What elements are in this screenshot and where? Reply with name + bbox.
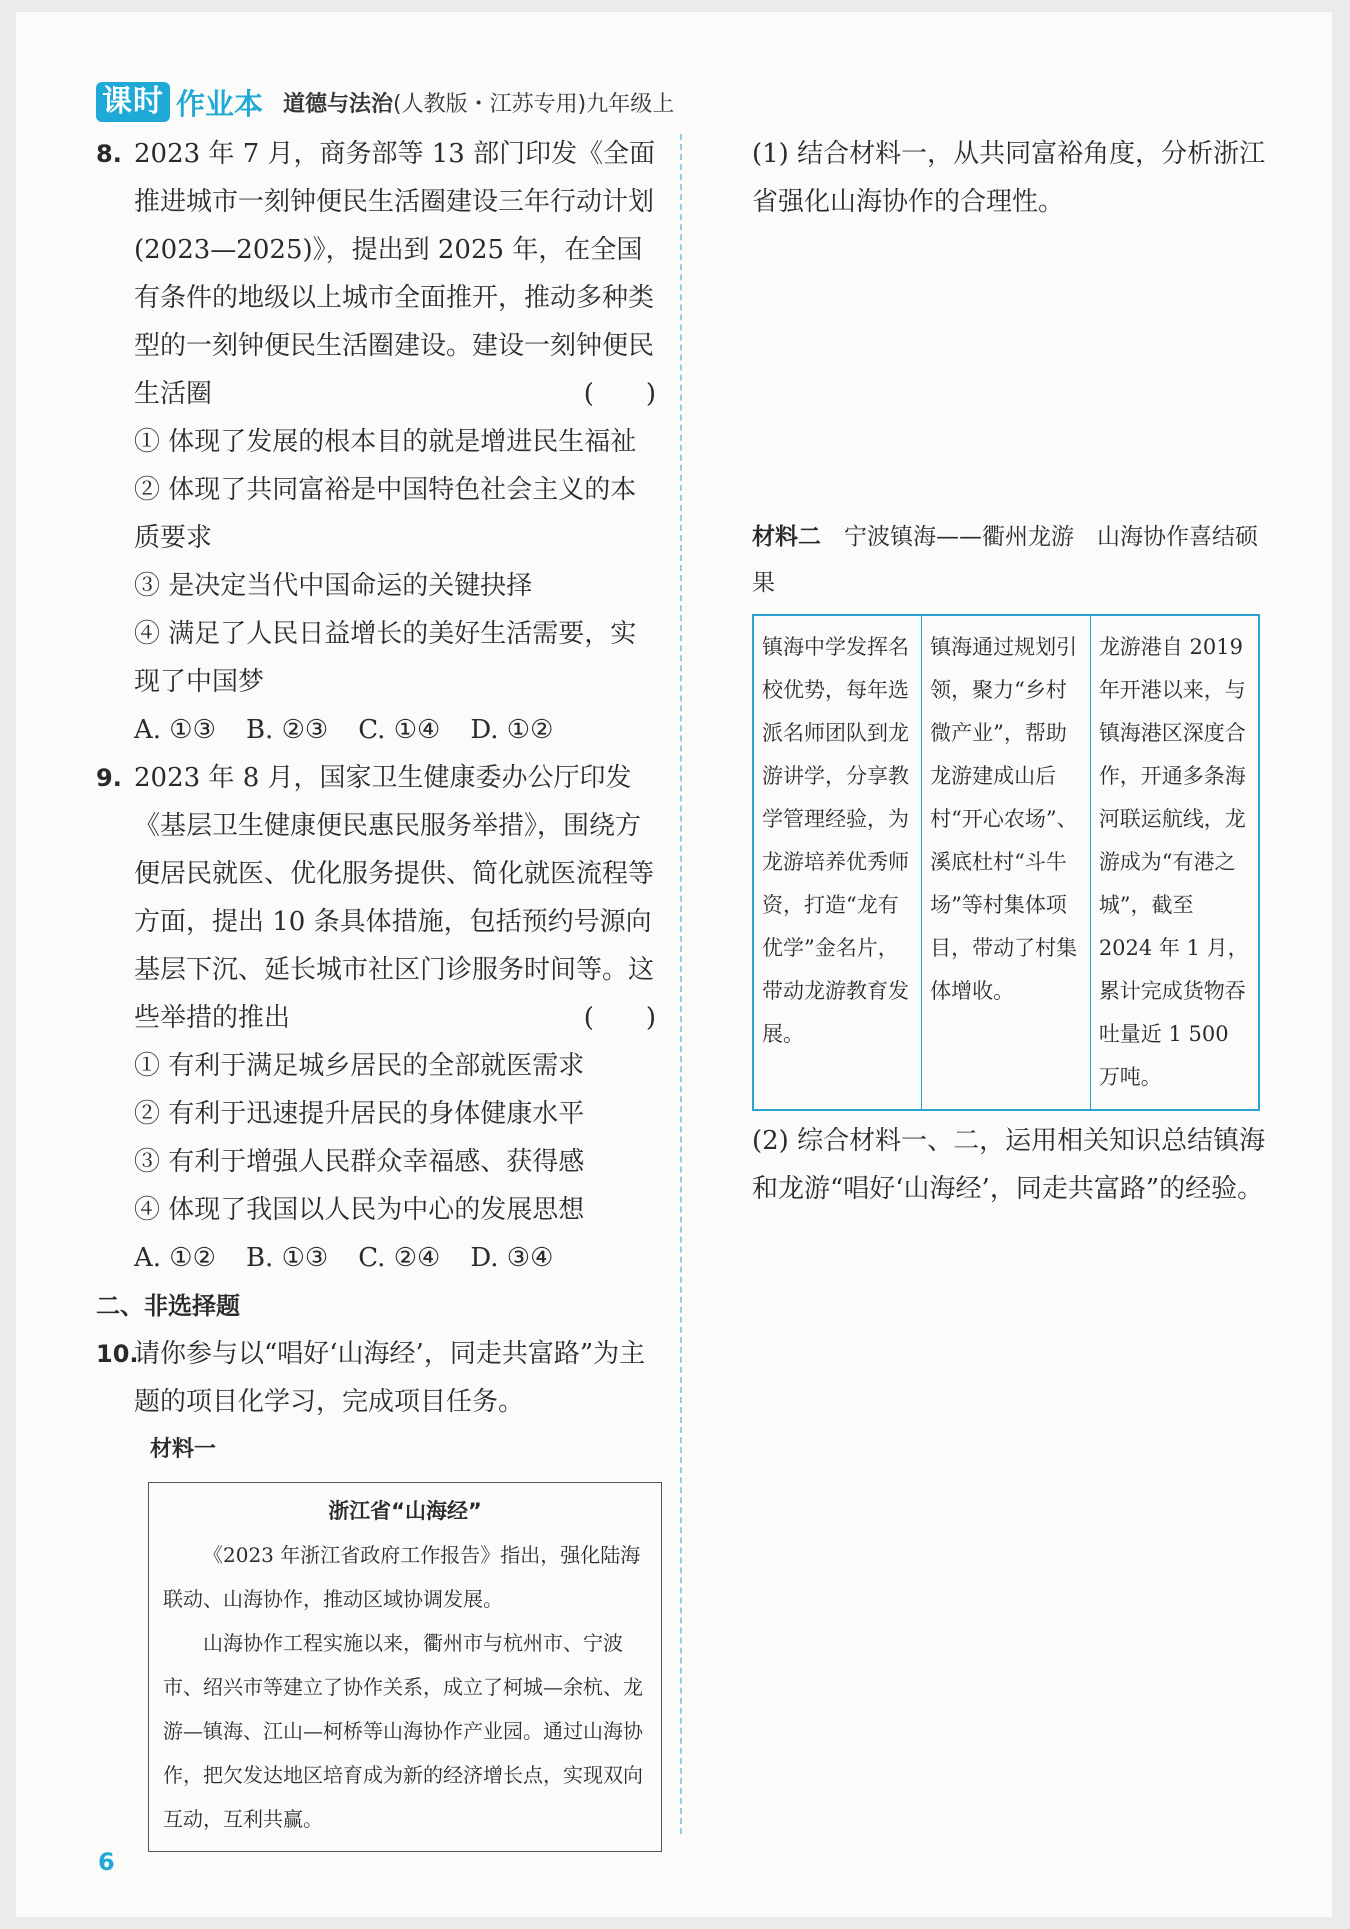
section-heading: 二、非选择题 [96,1292,240,1320]
workbook-page [16,12,1332,1917]
choice-b[interactable]: B. ②③ [245,715,329,745]
choice-d[interactable]: D. ③④ [470,1243,554,1273]
page-header [96,80,674,124]
question-stem: 2023 年 8 月，国家卫生健康委办公厅印发《基层卫生健康便民惠民服务举措》，围绕方便居民就医、优化服务提供、简化就医流程等方面，提出 10 条具体措施，包括预约号源向基层下沉、延长城市社区门诊服务时间等。这些举措的推出 [134,763,655,1033]
choice-a[interactable]: A. ①② [134,1243,216,1273]
material-2-heading [752,514,1272,606]
series-logo [96,82,263,123]
choice-c[interactable]: C. ①④ [358,715,441,745]
option: ④ 满足了人民日益增长的美好生活需要，实现了中国梦 [134,619,637,697]
question-number: 9. [96,764,122,792]
option: ① 体现了发展的根本目的就是增进民生福祉 [134,427,637,457]
option: ④ 体现了我国以人民为中心的发展思想 [134,1195,585,1225]
material-1-label: 材料一 [150,1437,217,1462]
material-2-table [752,614,1260,1111]
table-cell: 镇海通过规划引领，聚力“乡村微产业”，帮助龙游建成山后村“开心农场”、溪底杜村“斗牛场”等村集体项目，带动了村集体增收。 [922,615,1091,1110]
subquestion-2: (2) 综合材料一、二，运用相关知识总结镇海和龙游“唱好‘山海经’，同走共富路”的经验。 [752,1126,1266,1204]
material-2-label: 材料二 [752,524,821,550]
subject-edition: (人教版・江苏专用)九年级上 [393,91,675,117]
answer-space[interactable] [752,226,1272,514]
logo-badge: 课时 [96,82,170,122]
answer-bracket[interactable]: ( ) [583,1003,656,1033]
subject-main: 道德与法治 [283,91,394,117]
table-row [753,615,1259,1110]
option: ③ 是决定当代中国命运的关键抉择 [134,571,533,601]
question-stem: 2023 年 7 月，商务部等 13 部门印发《全面推进城市一刻钟便民生活圈建设三年行动计划(2023—2025)》，提出到 2025 年，在全国有条件的地级以上城市全面推开，推动多种类型的一刻钟便民生活圈建设。建设一刻钟便民生活圈 [134,139,656,409]
choice-b[interactable]: B. ①③ [245,1243,329,1273]
choice-a[interactable]: A. ①③ [134,715,216,745]
question-number: 10. [96,1340,139,1368]
column-divider [680,134,682,1834]
subquestion-1: (1) 结合材料一，从共同富裕角度，分析浙江省强化山海协作的合理性。 [752,139,1266,217]
material-1-title: 浙江省“山海经” [328,1499,482,1523]
material-1-paragraph: 山海协作工程实施以来，衢州市与杭州市、宁波市、绍兴市等建立了协作关系，成立了柯城—余杭、龙游—镇海、江山—柯桥等山海协作产业园。通过山海协作，把欠发达地区培育成为新的经济增长点，实现双向互动，互利共赢。 [163,1631,643,1831]
material-2-title: 宁波镇海——衢州龙游 山海协作喜结硕果 [752,524,1258,596]
answer-choices [96,1234,656,1282]
question-stem: 请你参与以“唱好‘山海经’，同走共富路”为主题的项目化学习，完成项目任务。 [134,1339,646,1417]
subject-title [283,87,674,118]
question-number: 8. [96,140,122,168]
logo-text: 作业本 [176,86,264,121]
question-9 [96,754,656,1042]
table-cell: 镇海中学发挥名校优势，每年选派名师团队到龙游讲学，分享教学管理经验，为龙游培养优秀师资，打造“龙有优学”金名片，带动龙游教育发展。 [753,615,922,1110]
material-1-paragraph: 《2023 年浙江省政府工作报告》指出，强化陆海联动、山海协作，推动区域协调发展。 [163,1543,641,1611]
table-cell: 龙游港自 2019 年开港以来，与镇海港区深度合作，开通多条海河联运航线，龙游成为“有港之城”，截至 2024 年 1 月，累计完成货物吞吐量近 1 500 万吨。 [1090,615,1259,1110]
choice-c[interactable]: C. ②④ [358,1243,441,1273]
option: ② 有利于迅速提升居民的身体健康水平 [134,1099,585,1129]
material-1-box [148,1482,662,1852]
question-10 [96,1330,656,1426]
question-8 [96,130,656,418]
option: ① 有利于满足城乡居民的全部就医需求 [134,1051,585,1081]
page-number: 6 [98,1848,115,1876]
left-column [96,130,656,1852]
answer-bracket[interactable]: ( ) [583,379,656,409]
option: ② 体现了共同富裕是中国特色社会主义的本质要求 [134,475,637,553]
option: ③ 有利于增强人民群众幸福感、获得感 [134,1147,585,1177]
choice-d[interactable]: D. ①② [470,715,554,745]
answer-choices [96,706,656,754]
right-column [752,130,1272,1213]
